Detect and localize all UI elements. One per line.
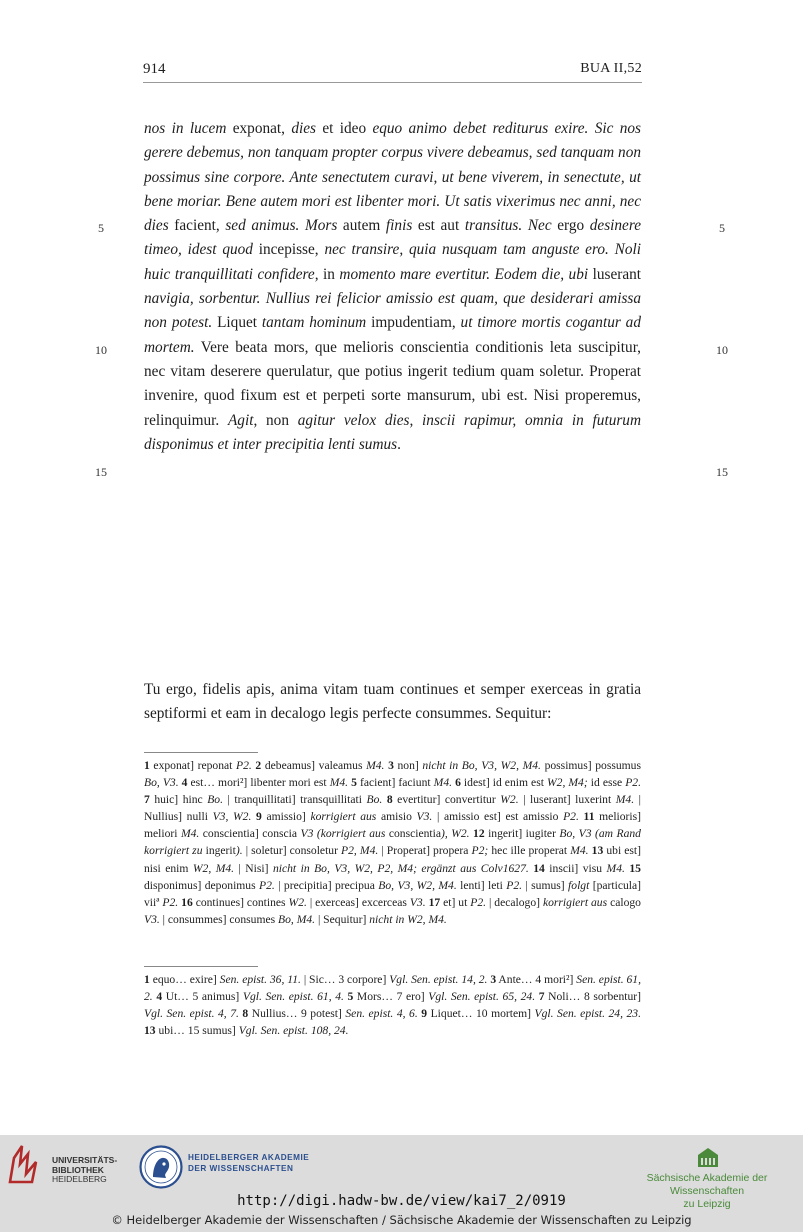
apparatus-fontium-segment: 5 xyxy=(347,990,354,1004)
apparatus-criticus-segment: 6 xyxy=(455,776,461,790)
main-text-segment: tantam hominum xyxy=(261,314,367,332)
apparatus-criticus-segment: P2. xyxy=(259,878,275,892)
apparatus-criticus-segment: | luserant] luxerint xyxy=(518,793,616,807)
apparatus-criticus-segment: 14 xyxy=(533,861,545,875)
apparatus-fontium-segment: Vgl. Sen. epist. 108, 24. xyxy=(238,1024,349,1038)
apparatus-criticus-segment: Bo, V3, W2, M4. xyxy=(378,878,457,892)
apparatus-fontium-segment: Noli… 8 sorbentur] xyxy=(544,990,641,1004)
apparatus-criticus-segment: 1 xyxy=(144,759,150,772)
apparatus-criticus-segment: est… mori²] libenter mori est xyxy=(187,776,330,790)
main-text-segment: exponat, xyxy=(226,120,292,137)
main-text-segment: est aut xyxy=(412,217,465,235)
apparatus-criticus-segment: | soletur] consoletur xyxy=(242,844,342,858)
apparatus-criticus-segment: 2 xyxy=(255,759,262,772)
apparatus-criticus-segment: | Nisi] xyxy=(234,861,273,875)
apparatus-criticus-segment: | decalogo] xyxy=(486,895,543,909)
apparatus-criticus-segment: 17 xyxy=(428,895,441,909)
line-number-5-left: 5 xyxy=(98,221,104,235)
apparatus-criticus-segment: M4. xyxy=(433,776,453,790)
apparatus-fontium-segment: 3 xyxy=(490,973,497,986)
apparatus-criticus-segment: possimus] possumus xyxy=(540,759,641,772)
apparatus-criticus-segment: ), W2. xyxy=(440,827,470,841)
apparatus-fontium-segment: Vgl. Sen. epist. 14, 2. xyxy=(389,973,488,986)
line-number-15-right: 15 xyxy=(716,465,728,479)
apparatus-criticus-segment: 12 xyxy=(473,827,485,841)
main-text-segment: sed animus. Mors xyxy=(225,217,338,235)
apparatus-fontium-segment: Ante… 4 mori²] xyxy=(496,973,577,986)
apparatus-criticus-segment: ubi est] nisi enim xyxy=(144,844,641,875)
apparatus-criticus-segment: V3, W2. xyxy=(212,810,252,824)
main-text-segment: in xyxy=(318,265,340,283)
apparatus-criticus-segment: P2. xyxy=(470,895,487,909)
apparatus-criticus-segment: P2. xyxy=(625,776,641,790)
apparatus-criticus-segment: continues] contines xyxy=(192,895,289,909)
apparatus-criticus-segment: nicht in Bo, V3, W2, P2, M4; ergänzt aus Colv1627. xyxy=(272,861,529,875)
apparatus-fontium-segment: 8 xyxy=(242,1007,249,1021)
apparatus-criticus-segment: M4. xyxy=(329,776,349,790)
ub-heidelberg-logo[interactable] xyxy=(8,1144,118,1184)
apparatus-criticus-segment: 3 xyxy=(388,759,394,772)
main-text-segment: et ideo xyxy=(316,120,373,137)
apparatus-criticus-segment: 13 xyxy=(591,844,604,858)
main-text-segment: autem xyxy=(337,217,386,235)
apparatus-criticus-segment: M4. xyxy=(366,759,385,772)
main-text-segment: facient, xyxy=(168,217,226,235)
main-text-segment: ut timore mortis cogantur ad mortem. xyxy=(144,314,641,356)
apparatus-fontium xyxy=(144,971,641,1039)
main-text-segment: momento mare evertitur. Eodem die, ubi xyxy=(339,265,589,283)
saw-building-icon[interactable] xyxy=(697,1146,719,1168)
apparatus-criticus-segment: M4. xyxy=(180,827,200,841)
apparatus-criticus-segment: | amissio est] est amissio xyxy=(432,810,564,824)
main-text-paragraph-2: Tu ergo, fidelis apis, anima vitam tuam continues et semper exerceas in gratia septiformi et eam in decalogo legis perfecte consummes. Sequitur: xyxy=(144,681,641,723)
apparatus-criticus-segment: V3. xyxy=(144,912,160,926)
apparatus-criticus-segment: conscientia] conscia xyxy=(199,827,301,841)
apparatus-fontium-segment: 13 xyxy=(144,1024,156,1038)
main-text-segment: Agit xyxy=(227,411,254,429)
apparatus-fontium-segment: 4 xyxy=(156,990,163,1004)
apparatus-criticus-segment: | precipitia] precipua xyxy=(274,878,379,892)
apparatus-criticus-segment: lenti] leti xyxy=(456,878,507,892)
main-text-segment: agitur velox dies, inscii rapimur, omnia in futurum disponimus et inter precipitia lenti sumus xyxy=(144,411,642,453)
apparatus-criticus-segment: 15 xyxy=(629,861,641,875)
main-text-segment: finis xyxy=(385,217,413,235)
apparatus-criticus-segment: hec ille properat xyxy=(488,844,571,858)
apparatus-criticus-segment: V3. xyxy=(416,810,433,824)
apparatus-criticus-segment: Bo, M4. xyxy=(278,912,316,926)
apparatus-criticus-segment: huic] hinc xyxy=(149,793,208,807)
apparatus-criticus-segment: amissio] xyxy=(261,810,311,824)
apparatus-criticus-segment: folgt xyxy=(568,878,590,892)
apparatus-criticus-segment: | Sequitur] xyxy=(315,912,370,926)
apparatus-criticus-segment: 4 xyxy=(181,776,188,790)
apparatus-criticus-segment: P2. xyxy=(563,810,579,824)
apparatus-criticus-segment: conscientia xyxy=(385,827,441,841)
apparatus-fontium-segment: Sen. epist. 36, 11. xyxy=(219,973,301,986)
apparatus-fontium-segment: Sen. epist. 4, 6. xyxy=(345,1007,418,1021)
main-text-segment: incepisse, xyxy=(252,241,325,259)
apparatus-criticus-segment: W2, M4; xyxy=(546,776,588,790)
apparatus-criticus-segment: Bo. xyxy=(366,793,383,807)
main-text-segment: dies xyxy=(291,120,317,137)
apparatus-criticus-segment: | Properat] propera xyxy=(378,844,472,858)
line-number-10-right: 10 xyxy=(716,343,728,357)
main-text-segment: . xyxy=(397,435,401,453)
apparatus-criticus-segment: 16 xyxy=(181,895,193,909)
hak-line-1: HEIDELBERGER AKADEMIE xyxy=(188,1153,310,1162)
apparatus-criticus-segment: P2. xyxy=(162,895,179,909)
apparatus-fontium-segment: Nullius… 9 potest] xyxy=(248,1007,346,1021)
apparatus-criticus-segment: calogo xyxy=(607,895,641,909)
apparatus-criticus-segment: P2. xyxy=(236,759,252,772)
main-text-segment: Liquet xyxy=(212,314,262,332)
apparatus-criticus-segment: [particula] viiª xyxy=(144,878,641,909)
apparatus-fontium-segment: ubi… 15 sumus] xyxy=(155,1024,239,1038)
apparatus-criticus-segment: exponat] reponat xyxy=(149,759,236,772)
apparatus-criticus-segment: evertitur] convertitur xyxy=(392,793,501,807)
ub-name-2: BIBLIOTHEK xyxy=(52,1164,104,1175)
apparatus-criticus-segment: 5 xyxy=(351,776,357,790)
apparatus-criticus-segment: disponimus] deponimus xyxy=(144,878,260,892)
main-text-paragraph xyxy=(144,117,641,457)
apparatus-criticus-segment: M4. xyxy=(615,793,635,807)
ub-emblem-icon xyxy=(8,1144,40,1184)
main-text-segment: navigia, sorbentur. Nullius rei felicior amissio est quam, que desiderari amissa non potest. xyxy=(144,290,641,332)
apparatus-criticus-segment: idest] id enim est xyxy=(460,776,547,790)
apparatus-criticus-segment: 11 xyxy=(583,810,595,824)
apparatus-fontium-segment: | Sic… 3 corpore] xyxy=(300,973,390,986)
header-rule xyxy=(143,82,642,83)
apparatus-fontium-segment: Vgl. Sen. epist. 65, 24. xyxy=(428,990,536,1004)
apparatus-criticus-segment: Bo, V3. xyxy=(144,776,179,790)
apparatus-criticus-segment: Bo. xyxy=(207,793,223,807)
apparatus-fontium-segment: Sen. epist. 61, 2. xyxy=(144,973,641,1004)
copyright-notice: © Heidelberger Akademie der Wissenschaften / Sächsische Akademie der Wissenschaften zu Leipzig xyxy=(111,1213,692,1227)
apparatus-criticus-segment: ). xyxy=(235,844,243,858)
permalink-url[interactable]: http://digi.hadw-bw.de/view/kai7_2/0919 xyxy=(237,1193,566,1209)
apparatus-criticus-segment: nicht in Bo, V3, W2, M4. xyxy=(422,759,541,772)
main-text-segment: ergo xyxy=(551,217,590,235)
apparatus-fontium-segment: 1 xyxy=(144,973,150,986)
apparatus-criticus-segment: nicht in W2, M4. xyxy=(369,912,447,926)
line-number-10-left: 10 xyxy=(95,343,107,357)
apparatus-criticus-segment: | exerceas] excerceas xyxy=(306,895,410,909)
apparatus-criticus-segment: | consummes] consumes xyxy=(159,912,279,926)
page-number: 914 xyxy=(143,61,166,77)
main-text-segment: desinere timeo, idest quod xyxy=(144,217,642,259)
apparatus-fontium-segment: Vgl. Sen. epist. 4, 7. xyxy=(144,1007,239,1021)
apparatus-fontium-segment: equo… exire] xyxy=(149,973,220,986)
apparatus-fontium-segment: Vgl. Sen. epist. 24, 23. xyxy=(534,1007,641,1021)
apparatus-criticus-segment: melioris] meliori xyxy=(144,810,642,841)
apparatus-criticus-segment: id esse xyxy=(587,776,626,790)
line-number-5-right: 5 xyxy=(719,221,725,235)
line-number-15-left: 15 xyxy=(95,465,107,479)
ub-city: HEIDELBERG xyxy=(52,1174,107,1184)
apparatus-criticus-segment: korrigiert aus xyxy=(542,895,608,909)
apparatus-criticus-segment: facient] faciunt xyxy=(356,776,434,790)
apparatus-criticus-segment: | Nullius] nulli xyxy=(144,793,641,824)
apparatus-criticus-segment: 8 xyxy=(386,793,393,807)
apparatus-criticus-segment: debeamus] valeamus xyxy=(261,759,367,772)
apparatus-criticus-segment: non] xyxy=(393,759,423,772)
running-head: BUA II,52 xyxy=(580,61,642,76)
apparatus-fontium-segment: Vgl. Sen. epist. 61, 4. xyxy=(242,990,344,1004)
ub-name: UNIVERSITÄTS- xyxy=(52,1155,118,1165)
main-text-segment: nos in lucem xyxy=(144,120,227,137)
main-text-segment: impudentiam, xyxy=(366,314,461,332)
apparatus-criticus-segment: V3 (korrigiert aus xyxy=(300,827,386,841)
apparatus-criticus-segment: P2, M4. xyxy=(341,844,379,858)
apparatus-criticus-segment: P2. xyxy=(506,878,523,892)
apparatus-criticus-segment: korrigiert aus xyxy=(310,810,377,824)
apparatus-criticus-segment: P2; xyxy=(471,844,489,858)
apparatus-criticus-segment: W2. xyxy=(500,793,519,807)
apparatus-criticus-rule xyxy=(144,752,258,753)
saw-line-1: Sächsische Akademie der Wissenschaften xyxy=(646,1172,768,1197)
apparatus-criticus-segment: | sumus] xyxy=(522,878,569,892)
apparatus-criticus-segment: Bo, V3 (am Rand korrigiert zu xyxy=(144,827,641,858)
main-text-segment: , non xyxy=(253,411,298,429)
apparatus-fontium-segment: Liquet… 10 mortem] xyxy=(427,1007,535,1021)
main-text-segment: nec transire, quia nusquam tam anguste ero. Noli huic tranquillitati confidere, xyxy=(144,241,641,283)
apparatus-fontium-rule xyxy=(144,966,258,967)
hak-line-2: DER WISSENSCHAFTEN xyxy=(188,1164,294,1173)
main-text-segment: equo animo debet rediturus exire. Sic nos gerere debemus, non tanquam propter corpus vivere debeamus, sed tanquam non possimus sine corpore. Ante senectutem curavi, ut bene viverem, in senectute, ut bene moriar. Bene autem mori est libenter mori. Ut satis vixerimus nec anni, nec dies xyxy=(144,120,641,235)
apparatus-criticus-segment: M4. xyxy=(606,861,625,875)
apparatus-criticus xyxy=(144,757,641,928)
hak-seal-icon[interactable] xyxy=(139,1145,183,1189)
footer-band xyxy=(0,1135,803,1232)
main-text-segment: luserant xyxy=(588,265,642,283)
main-text-segment: transitus. Nec xyxy=(464,217,552,235)
apparatus-criticus-segment: 7 xyxy=(144,793,150,807)
apparatus-criticus-segment: M4. xyxy=(570,844,589,858)
apparatus-fontium-segment: 9 xyxy=(421,1007,428,1021)
apparatus-fontium-segment: 7 xyxy=(538,990,545,1004)
apparatus-criticus-segment: V3. xyxy=(409,895,426,909)
apparatus-criticus-segment: W2, M4. xyxy=(192,861,235,875)
apparatus-criticus-segment: amisio xyxy=(376,810,417,824)
apparatus-fontium-segment: Mors… 7 ero] xyxy=(353,990,429,1004)
apparatus-criticus-segment: et] ut xyxy=(440,895,471,909)
saw-line-2: zu Leipzig xyxy=(683,1198,731,1210)
apparatus-fontium-segment: Ut… 5 animus] xyxy=(162,990,243,1004)
apparatus-criticus-segment: ingerit] iugiter xyxy=(484,827,560,841)
apparatus-criticus-segment: ingerit xyxy=(202,844,236,858)
main-text-segment: Vere beata mors, que melioris conscientia conditionis leta suscipitur, nec vitam deserere querulatur, que potius ingerit tedium quam soletur. Properat invenire, quod fixum est et perpeti sorte mansurum, ubi est. Nisi properemus, relinquimur. xyxy=(144,338,641,429)
apparatus-criticus-segment: W2. xyxy=(288,895,307,909)
apparatus-criticus-segment: inscii] visu xyxy=(544,861,607,875)
apparatus-criticus-segment: | tranquillitati] transquillitati xyxy=(223,793,367,807)
apparatus-criticus-segment: 9 xyxy=(256,810,262,824)
